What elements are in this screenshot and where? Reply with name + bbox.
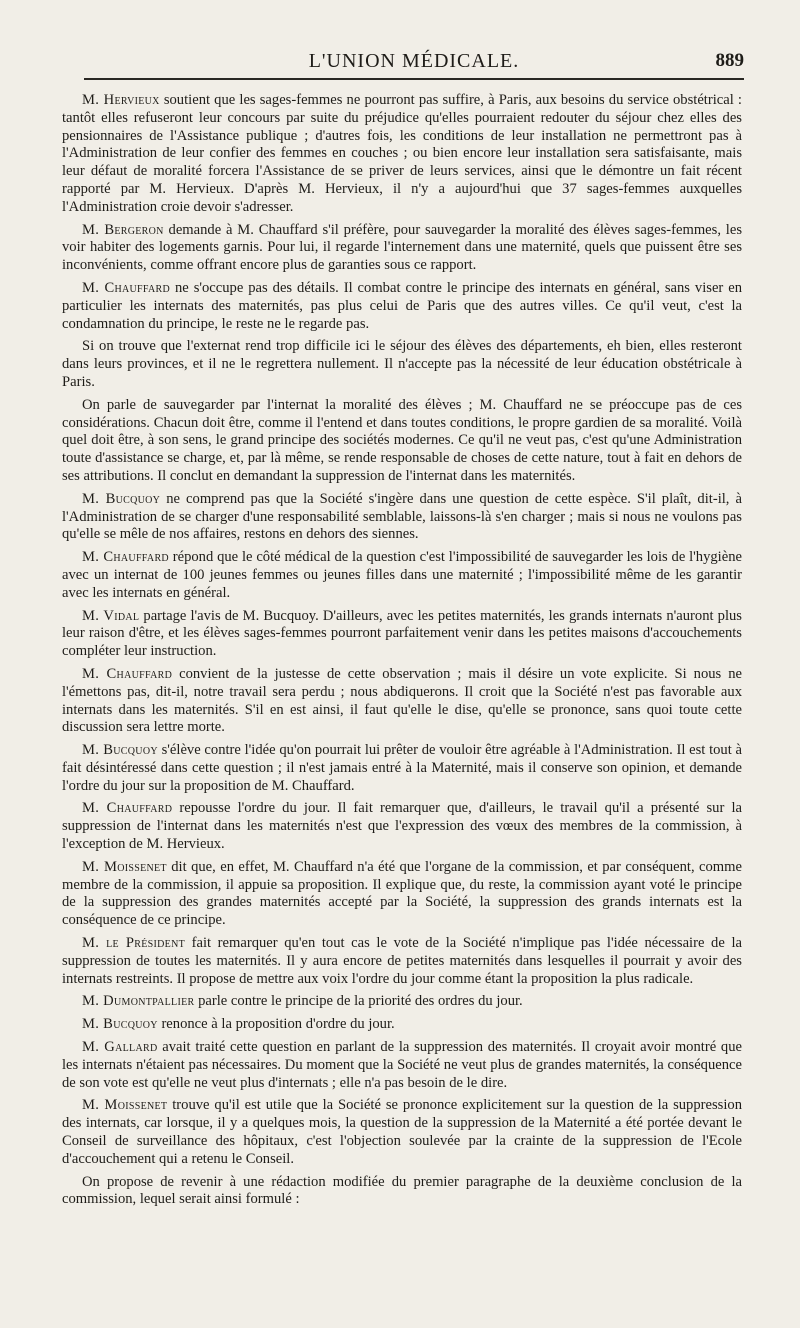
speaker-name: M. Moissenet <box>82 1097 168 1114</box>
speaker-name: M. Bergeron <box>82 221 164 238</box>
paragraph-text: On propose de revenir à une rédaction modifiée du premier paragraphe de la deuxième conclusion de la commission, lequel serait ainsi formulé : <box>62 1173 742 1208</box>
paragraph <box>62 666 742 737</box>
page-number: 889 <box>715 50 744 71</box>
paragraph-text: avait traité cette question en parlant de la suppression des maternités. Il croyait avoir montré que les internats n'étaient pas nécessaires. Du moment que la Société ne veut plus de grandes maternités, la conséquence de son vote est qu'elle ne veut plus d'internats ; elle n'a pas besoin de le dire. <box>62 1039 742 1091</box>
paragraph <box>62 935 742 988</box>
paragraph <box>62 491 742 544</box>
article-body <box>62 92 742 1214</box>
speaker-name: M. Gallard <box>82 1039 158 1056</box>
paragraph <box>62 742 742 795</box>
paragraph-text: ne s'occupe pas des détails. Il combat contre le principe des internats en général, sans viser en particulier les internats des maternités, pas plus celui de Paris que des autres villes. Ce qu'il veut, c'est la condamnation du principe, le reste ne le regarde pas. <box>62 279 742 332</box>
speaker-name: M. Chauffard <box>82 665 173 682</box>
paragraph-text: convient de la justesse de cette observation ; mais il désire un vote explicite. Si nous ne l'émettons pas, dit-il, notre travail sera perdu ; nous abdiquerons. Il croit que la Société n'est pas favorable aux internats dans les maternités. S'il en est ainsi, il faut qu'elle le dise, qu'elle se prononce, sans quoi toute cette discussion sera lettre morte. <box>62 665 742 736</box>
paragraph <box>62 338 742 391</box>
paragraph-text: On parle de sauvegarder par l'internat la moralité des élèves ; M. Chauffard ne se préoccupe pas de ces considérations. Chacun doit être, comme il l'entend et dans toutes conditions, le propre gardien de sa moralité. Voilà quel doit être, à son sens, le grand principe des sociétés modernes. Ce qu'il ne veut pas, c'est qu'une Administration toute d'assistance se charge, et, par là même, se rende responsable de choses de cette nature, tout à fait en dehors de ses attributions. Il conclut en demandant la suppression de l'internat dans les maternités. <box>62 396 742 484</box>
speaker-name: M. le Président <box>82 935 186 952</box>
paragraph-text: Si on trouve que l'externat rend trop difficile ici le séjour des élèves des départements, eh bien, elles resteront dans leurs provinces, et il ne le regrettera nullement. Il n'accepte pas la nécessité de leur éducation obstétricale à Paris. <box>62 338 742 390</box>
running-header <box>84 46 744 76</box>
speaker-name: M. Chauffard <box>82 279 171 296</box>
speaker-name: M. Bucquoy <box>82 742 158 759</box>
paragraph-text: parle contre le principe de la priorité des ordres du jour. <box>194 993 523 1010</box>
paragraph <box>62 280 742 333</box>
paragraph-text: partage l'avis de M. Bucquoy. D'ailleurs, avec les petites maternités, les grands internats n'auront plus leur raison d'être, et les élèves sages-femmes pourront parfaitement venir dans les petites maisons d'accouchements compléter leur instruction. <box>62 607 742 660</box>
paragraph-text: repousse l'ordre du jour. Il fait remarquer que, d'ailleurs, le travail qu'il a présenté sur la suppression de l'internat dans les maternités n'est que l'expression des vœux des membres de la commission, à l'exception de M. Hervieux. <box>62 800 742 853</box>
paragraph <box>62 608 742 661</box>
speaker-name: M. Chauffard <box>82 549 169 566</box>
paragraph <box>62 1039 742 1092</box>
running-title: L'UNION MÉDICALE. <box>308 50 520 72</box>
paragraph-text: dit que, en effet, M. Chauffard n'a été que l'organe de la commission, et par conséquent, comme membre de la commission, il appuie sa proposition. Il explique que, du reste, la commission ayant voté le principe de la suppression des grandes maternités accepté par la Société, la suppression des grands internats est la conséquence de ce principe. <box>62 858 742 929</box>
paragraph <box>62 859 742 930</box>
speaker-name: M. Bucquoy <box>82 1016 158 1033</box>
paragraph <box>62 800 742 853</box>
paragraph <box>62 549 742 602</box>
paragraph-text: s'élève contre l'idée qu'on pourrait lui prêter de vouloir être agréable à l'Administration. Il est tout à fait désintéressé dans cette question ; il n'est jamais entré à la Maternité, mais il conserve son opinion, et demande l'ordre du jour sur la proposition de M. Chauffard. <box>62 742 742 794</box>
paragraph <box>62 1097 742 1168</box>
paragraph-text: fait remarquer qu'en tout cas le vote de la Société n'implique pas l'idée nécessaire de la suppression de toutes les maternités. Il y aura encore de petites maternités dans lesquelles il pourrait y avoir des internats restreints. Il propose de mettre aux voix l'ordre du jour comme étant la proposition la plus radicale. <box>62 935 742 987</box>
paragraph-text: demande à M. Chauffard s'il préfère, pour sauvegarder la moralité des élèves sages-femmes, les voir habiter des logements garnis. Pour lui, il regarde l'internement dans une maternité, quels que puissent être ses inconvénients, comme offrant encore plus de garanties sous ce rapport. <box>62 221 742 274</box>
speaker-name: M. Dumontpallier <box>82 993 195 1010</box>
paragraph-text: ne comprend pas que la Société s'ingère dans une question de cette espèce. S'il plaît, dit-il, à l'Administration de se charger d'une responsabilité semblable, laissons-là s'en charger ; mais si nous ne voulons pas qu'elle se mêle de nos affaires, restons en dehors des siennes. <box>62 490 742 543</box>
paragraph <box>62 1174 742 1210</box>
paragraph-text: trouve qu'il est utile que la Société se prononce explicitement sur la question de la suppression des internats, car lorsque, il y a quelques mois, la question de la suppression de la Maternité a été portée devant le Conseil de surveillance des hôpitaux, c'est l'objection soulevée par la crainte de la suppression de l'Ecole d'accouchement qui a retenu le Conseil. <box>62 1097 742 1167</box>
paragraph-text: répond que le côté médical de la question c'est l'impossibilité de sauvegarder les lois de l'hygiène avec un internat de 100 jeunes femmes ou jeunes filles dans une maternité ; l'impossibilité même de les garantir avec les internats en général. <box>62 549 742 601</box>
paragraph <box>62 222 742 275</box>
speaker-name: M. Vidal <box>82 607 140 624</box>
speaker-name: M. Bucquoy <box>82 490 161 507</box>
paragraph <box>62 1016 742 1034</box>
header-rule <box>84 78 744 80</box>
paragraph-text: soutient que les sages-femmes ne pourront pas suffire, à Paris, aux besoins du service obstétrical : tantôt elles refuseront leur concours par suite du préjudice qu'elles pourraient redouter du séjour chez elles des pensionnaires de l'Assistance publique ; d'autres fois, les conditions de leur installation ne permettront pas à l'Administration de leur confier des femmes en couches ; ou bien encore leur installation sera satisfaisante, mais leur défaut de moralité forcera l'Assistance de se priver de leurs services, ainsi que le démontre un fait récent rapporté par M. Hervieux. D'après M. Hervieux, il n'y a aujourd'hui que 37 sages-femmes auxquelles l'Administration croie devoir s'adresser. <box>62 92 742 215</box>
speaker-name: M. Chauffard <box>82 800 173 817</box>
paragraph <box>62 993 742 1011</box>
paragraph-text: renonce à la proposition d'ordre du jour. <box>157 1016 395 1033</box>
paragraph <box>62 397 742 486</box>
paragraph <box>62 92 742 217</box>
speaker-name: M. Hervieux <box>82 92 160 108</box>
speaker-name: M. Moissenet <box>82 858 167 875</box>
